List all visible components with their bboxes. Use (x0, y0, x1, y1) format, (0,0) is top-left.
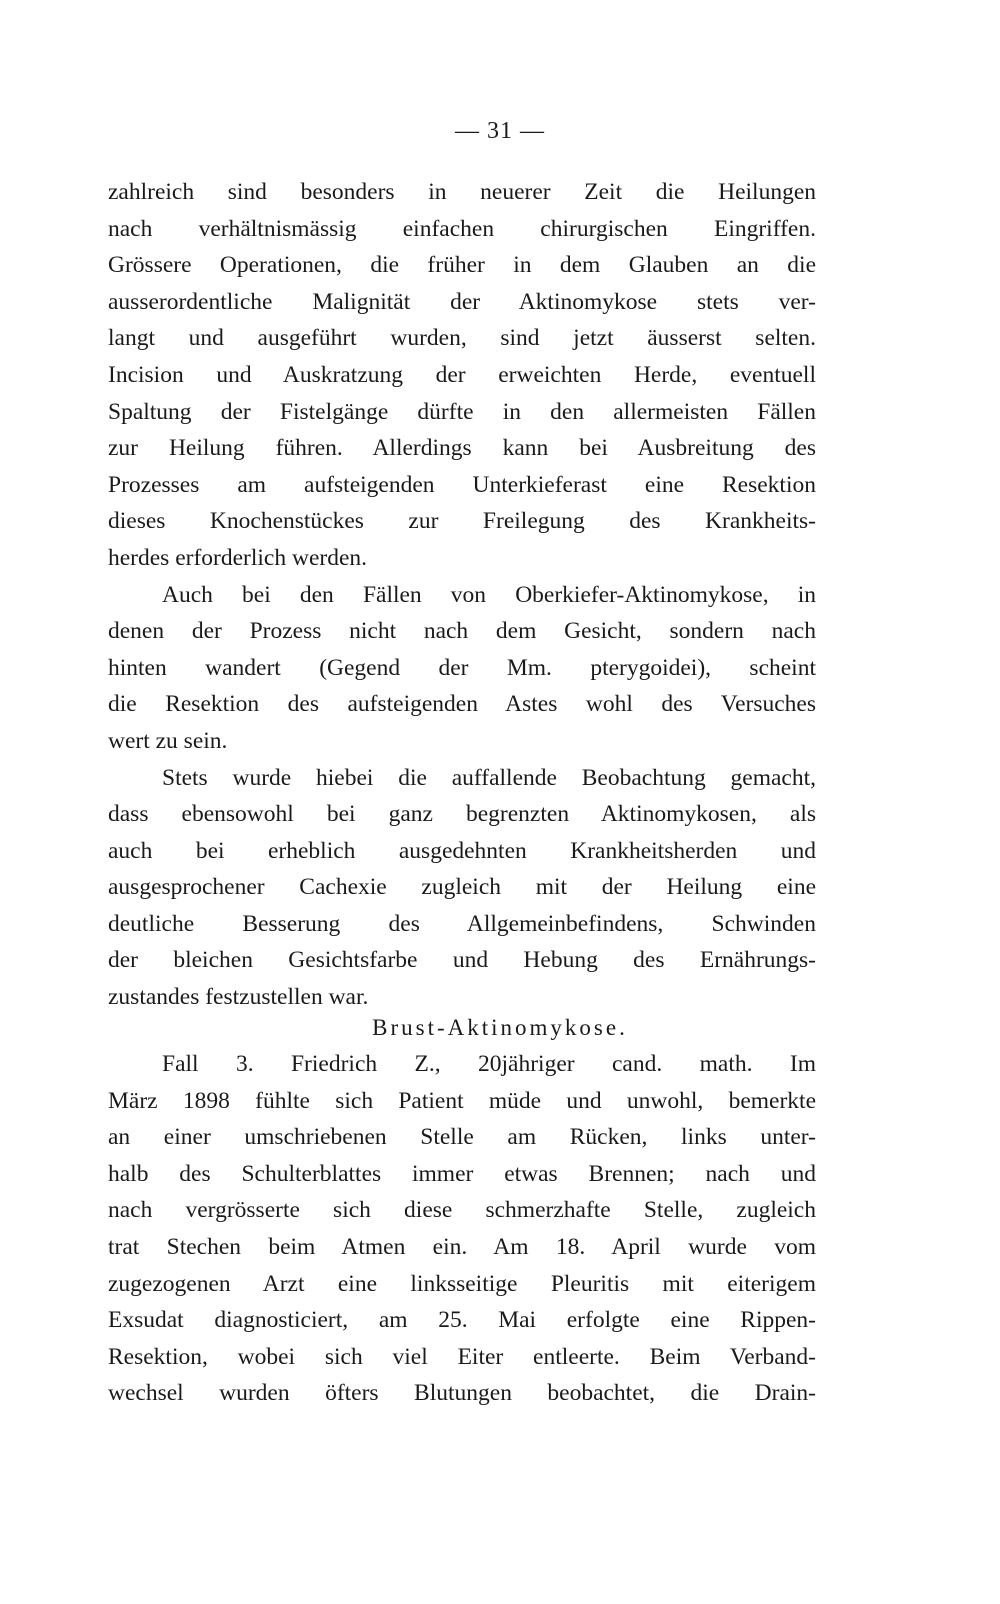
section-heading: Brust-Aktinomykose. (372, 1015, 628, 1040)
paragraph (108, 577, 816, 760)
text-line: nach vergrösserte sich diese schmerzhafte Stelle, zugleich (108, 1197, 816, 1224)
text-line: Resektion, wobei sich viel Eiter entleerte. Beim Verband- (108, 1343, 816, 1370)
text-line: die Resektion des aufsteigenden Astes wohl des Versuches (108, 691, 816, 718)
text-line: herdes erforderlich werden. (108, 544, 368, 571)
text-line: wechsel wurden öfters Blutungen beobachtet, die Drain- (108, 1380, 816, 1407)
text-line: ausgesprochener Cachexie zugleich mit der Heilung eine (108, 874, 816, 901)
text-line: März 1898 fühlte sich Patient müde und unwohl, bemerkte (108, 1087, 816, 1114)
text-line: zur Heilung führen. Allerdings kann bei Ausbreitung des (108, 435, 816, 462)
text-line: Spaltung der Fistelgänge dürfte in den allermeisten Fällen (108, 398, 816, 425)
text-line: zugezogenen Arzt eine linksseitige Pleuritis mit eiterigem (108, 1270, 816, 1297)
text-line: Exsudat diagnosticiert, am 25. Mai erfolgte eine Rippen- (108, 1307, 816, 1334)
text-line: zustandes festzustellen war. (108, 984, 369, 1011)
text-line: langt und ausgeführt wurden, sind jetzt äusserst selten. (108, 325, 816, 352)
text-line: trat Stechen beim Atmen ein. Am 18. April wurde vom (108, 1233, 816, 1260)
text-line: Fall 3. Friedrich Z., 20jähriger cand. math. Im (162, 1051, 816, 1077)
text-line: ausserordentliche Malignität der Aktinomykose stets ver- (108, 288, 816, 315)
paragraph (108, 174, 816, 577)
text-line: zahlreich sind besonders in neuerer Zeit die Heilungen (108, 179, 816, 205)
text-line: halb des Schulterblattes immer etwas Brennen; nach und (108, 1160, 816, 1187)
text-line: nach verhältnismässig einfachen chirurgischen Eingriffen. (108, 215, 816, 242)
body-text-before-heading (108, 174, 816, 1016)
text-line: Auch bei den Fällen von Oberkiefer-Aktinomykose, in (162, 581, 816, 608)
text-line: der bleichen Gesichtsfarbe und Hebung des Ernährungs- (108, 947, 816, 974)
text-line: Prozesses am aufsteigenden Unterkieferast eine Resektion (108, 471, 816, 498)
text-line: deutliche Besserung des Allgemeinbefindens, Schwinden (108, 910, 816, 937)
text-line: Incision und Auskratzung der erweichten Herde, eventuell (108, 361, 816, 388)
text-line: an einer umschriebenen Stelle am Rücken, links unter- (108, 1124, 816, 1151)
text-line: hinten wandert (Gegend der Mm. pterygoidei), scheint (108, 654, 816, 681)
body-text-after-heading (108, 1046, 816, 1412)
text-line: auch bei erheblich ausgedehnten Krankheitsherden und (108, 837, 816, 864)
paragraph (108, 760, 816, 1016)
text-line: Stets wurde hiebei die auffallende Beobachtung gemacht, (162, 764, 816, 791)
text-line: dass ebensowohl bei ganz begrenzten Aktinomykosen, als (108, 801, 816, 828)
paragraph (108, 1046, 816, 1412)
text-line: dieses Knochenstückes zur Freilegung des Krankheits- (108, 508, 816, 535)
text-line: denen der Prozess nicht nach dem Gesicht, sondern nach (108, 618, 816, 645)
text-line: wert zu sein. (108, 727, 228, 754)
text-line: Grössere Operationen, die früher in dem Glauben an die (108, 252, 816, 279)
page-number: — 31 — (455, 118, 545, 144)
